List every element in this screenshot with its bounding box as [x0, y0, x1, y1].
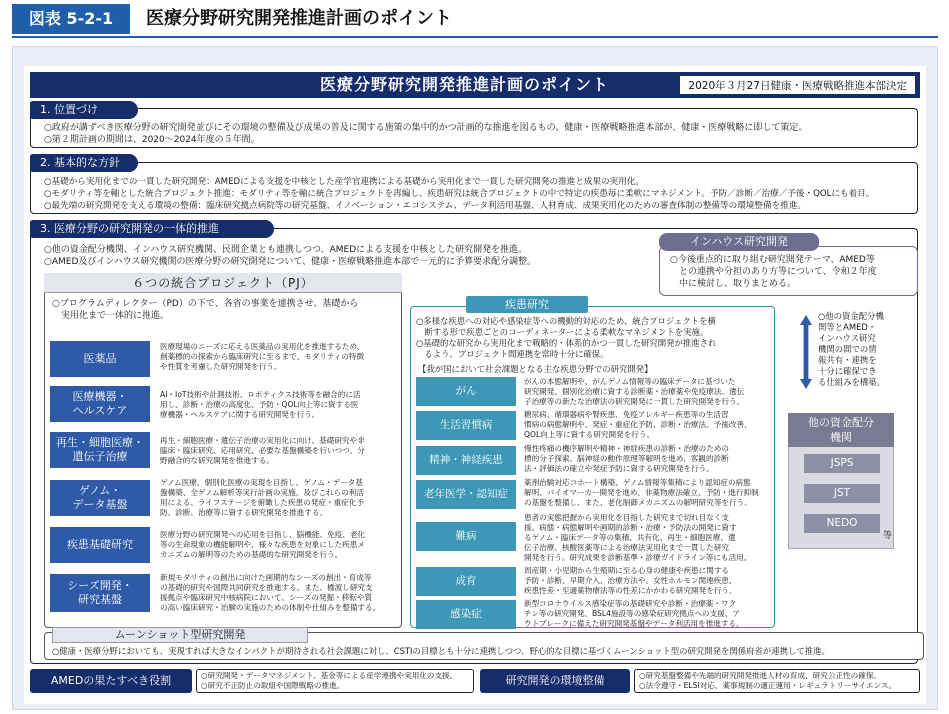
project-label: 疾患基礎研究 [67, 538, 133, 551]
project-medical-device [50, 386, 150, 422]
desc-line: 慣病の病態解明や、発症・重症化予防、診断・治療法、予後改善、 [524, 420, 752, 429]
section-policy-line-2: ○モダリティ等を軸とした統合プロジェクト推進：モダリティ等を軸に統合プロジェクトを再編し、疾患研究は統合プロジェクトの中で特定の疾患毎に柔軟にマネジメント。予防／診断／治療／予後・QOLにも着目。 [44, 189, 875, 199]
disease-desc [524, 377, 744, 407]
desc-line: 解明、バイオマーカー開発を進め、非薬物療法確立、予防・進行抑制 [524, 488, 759, 497]
figure-title: 医療分野研究開発推進計画のポイント [146, 8, 452, 29]
amed-role-title: AMEDの果たすべき役割 [30, 669, 192, 693]
linkage-line: ○他の資金配分機 [818, 311, 884, 321]
desc-line: の高い臨床研究・治験の実施のための体制や仕組みを整備する。 [160, 603, 381, 612]
project-label: ヘルスケア [72, 404, 128, 417]
desc-line: 予防・診断、早期介入、治療方法や、女性ホルモン関連疾患、 [524, 576, 737, 585]
desc-line: AI・IoT技術や計測技術、ロボティクス技術等を融合的に活 [160, 390, 361, 399]
linkage-line: 関等とAMED・ [818, 322, 877, 332]
disease-intro [416, 316, 716, 360]
section-position-tag: 1. 位置づけ [30, 101, 138, 119]
section-policy-tag: 2. 基本的な方針 [30, 154, 138, 172]
project-genome [50, 480, 150, 516]
main-title-bar [30, 72, 920, 98]
desc-line: 伝子治療、核酸医薬等による治療法実用化まで一貫した研究 [524, 543, 730, 552]
linkage-line: 十分に確保でき [818, 366, 877, 376]
desc-line: 盤構築、全ゲノム解析等実行計画の実施、及びこれらの利活 [160, 488, 364, 497]
project-desc [160, 478, 364, 518]
project-seeds [50, 574, 150, 612]
environment-title: 研究開発の環境整備 [480, 669, 630, 693]
agency-jst: JST [804, 484, 880, 503]
disease-desc [524, 410, 752, 440]
desc-line: 野融合的な研究開発を推進する。 [160, 456, 274, 465]
environment-line: ○研究基盤整備や先端的研究開発推進人材の育成、研究公正性の確保。 [639, 671, 882, 680]
project-label: シーズ開発・ [67, 579, 133, 592]
section-position-line-2: ○第２期計画の期間は、2020〜2024年度の５年間。 [44, 135, 260, 145]
project-label: 医薬品 [83, 352, 117, 365]
intro-line: るよう、プロジェクト間連携を常時十分に確保。 [416, 349, 609, 359]
linkage-line: る仕組みを構築。 [818, 377, 885, 387]
linkage-line: 機関の間での情 [818, 344, 877, 354]
amed-role-line: ○研究不正防止の取組や国際戦略の推進。 [201, 681, 345, 690]
desc-line: チン等の研究開発、BSL4施設等の感染症研究拠点への支援、ア [524, 609, 741, 618]
environment-desc [634, 669, 920, 693]
desc-line: 医療分野の研究開発への応用を目指し、脳機能、免疫、老化 [160, 530, 366, 539]
linkage-line: 報共有・連携を [818, 355, 877, 365]
desc-line: 臨床・臨床研究、応用研究、必要な基盤構築を行いつつ、分 [160, 446, 365, 455]
desc-line: ウトブレークに備えた研究開発基盤やデータ利活用を推進する。 [524, 619, 744, 628]
disease-desc [524, 566, 737, 596]
section-policy-line-3: ○最先端の研究開発を支える環境の整備：臨床研究拠点病院等の研究基盤、イノベーション・エコシステム、データ利活用基盤、人材育成、成果実用化のための審査体制の整備等の環境整備を推進。 [44, 201, 806, 211]
disease-subheader: 【我が国において社会課題となる主な疾患分野での研究開発】 [418, 364, 653, 374]
desc-line: QOL向上等に資する研究開発を行う。 [524, 430, 655, 439]
desc-line: 新規モダリティの創出に向けた画期的なシーズの創出・育成等 [160, 573, 372, 582]
desc-line: 等の生命現象の機能解明や、様々な疾患を対象にした疾患メ [160, 540, 365, 549]
disease-intractable: 難病 [416, 522, 516, 551]
agency-jsps: JSPS [804, 454, 880, 473]
desc-line: 法・評価法の確立や発症予防に資する研究開発を行う。 [524, 464, 714, 473]
double-arrow-icon [800, 315, 812, 389]
linkage-note [818, 311, 885, 388]
section-position-line-1: ○政府が講ずべき医療分野の研究開発並びにその環境の整備及び成果の普及に関する施策の集中的かつ計画的な推進を図るもの。健康・医療戦略推進本部が、健康・医療戦略に即して策定。 [44, 123, 808, 133]
disease-infectious: 感染症 [416, 600, 516, 629]
desc-line: 研究開発、個別化治療に資する診断薬・治療薬や免疫療法、遺伝 [524, 387, 745, 396]
funding-title-line: 機関 [830, 431, 852, 444]
desc-line: の基礎的研究や国際共同研究を推進する。また、橋渡し研究支 [160, 583, 373, 592]
project-label: 研究基盤 [77, 593, 122, 606]
agency-nedo: NEDO [804, 514, 880, 533]
desc-line: 援。病態・病態解明や画期的診断・治療・予防法の開発に資す [524, 523, 737, 532]
figure-header [0, 0, 949, 38]
project-label: ゲノム・ [78, 484, 122, 497]
intro-line: ○基礎的な研究から実用化まで戦略的・体系的かつ一貫した研究開発が推進され [416, 338, 717, 348]
desc-line: がんの本態解明や、がんゲノム情報等の臨床データに基づいた [524, 377, 736, 386]
section-integrated-tag: 3. 医療分野の研究開発の一体的推進 [30, 220, 274, 238]
section-integrated-line-1: ○他の資金配分機関、インハウス研究機関、民間企業とも連携しつつ、AMEDによる支援を中核とした研究開発を推進。 [44, 245, 528, 255]
desc-line: 慢性疼痛の機序解明や精神・神経疾患の診断・治療のための [524, 444, 730, 453]
amed-role-desc [196, 669, 474, 693]
linkage-line: インハウス研究 [818, 333, 876, 343]
funding-title-line: 他の資金配分 [808, 416, 874, 429]
disease-desc [524, 513, 751, 563]
desc-line: 援拠点や臨床研究中核病院において、シーズの発掘・移転や質 [160, 593, 373, 602]
disease-desc [524, 599, 744, 629]
project-desc [160, 390, 361, 420]
desc-line: 薬剤治験対応コホート構築、ゲノム情報等集積により認知症の病態 [524, 478, 751, 487]
moonshot-title: ムーンショット型研究開発 [52, 627, 308, 643]
project-desc [160, 573, 380, 613]
desc-line: 療機器・ヘルスケアに関する研究開発を行う。 [160, 410, 320, 419]
project-label: データ基盤 [72, 498, 128, 511]
project-regenerative [50, 432, 150, 468]
inhouse-title: インハウス研究開発 [659, 233, 819, 251]
inhouse-line-1: ○今後重点的に取り組む研究開発テーマ、AMED等 [670, 255, 875, 265]
project-label: 医療機器・ [72, 390, 128, 403]
section-integrated-line-2: ○AMED及びインハウス研究機関の医療分野の研究開発について、健康・医療戦略推進本部で一元的に予算要求配分調整。 [44, 257, 537, 267]
desc-line: や性質を考慮した研究開発を行う。 [160, 362, 282, 371]
disease-cancer: がん [416, 377, 516, 406]
desc-line: 標的分子探索、脳神経の動作原理等解明を進め、客観的診断 [524, 454, 729, 463]
project-desc [160, 436, 365, 466]
disease-mental-neuro: 精神・神経疾患 [416, 446, 516, 475]
desc-line: 創薬標的の探索から臨床研究に至るまで、モダリティの特徴 [160, 352, 365, 361]
desc-line: 患者の実態把握から実用化を目指した研究まで切れ目なく支 [524, 513, 730, 522]
projects-intro-line-2: 実用化まで一体的に推進。 [52, 311, 170, 321]
moonshot-text: ○健康・医療分野においても、実現すれば大きなインパクトが期待される社会課題に対し、CSTIの目標とも十分に連携しつつ、野心的な目標に基づくムーンショット型の研究開発を関係府省が連携して推進。 [52, 646, 830, 656]
desc-line: の基盤を整備し、また、老化制御メカニズムの解明研究等を行う。 [524, 498, 752, 507]
desc-line: ゲノム医療、個別化医療の実現を目指し、ゲノム・データ基 [160, 478, 363, 487]
desc-line: 子治療等の新たな治療法の研究開発に一貫した研究開発を行う。 [524, 397, 745, 406]
section-policy-line-1: ○基礎から実用化までの一貫した研究開発：AMEDによる支援を中核とした産学官連携による基礎から実用化まで一貫した研究開発の推進と成果の実用化。 [44, 177, 645, 187]
desc-line: 用し、診断・治療の高度化、予防・QOL向上等に資する医 [160, 400, 359, 409]
disease-desc [524, 478, 759, 508]
intro-line: 断する形で疾患ごとのコーディネーターによる柔軟なマネジメントを実施。 [416, 327, 709, 337]
projects-intro-line-1: ○プログラムディレクター（PD）の下で、各省の事業を連携させ、基礎から [52, 299, 359, 309]
decision-date: 2020年３月27日健康・医療戦略推進本部決定 [679, 75, 916, 95]
inhouse-line-3: 中に検討し、取りまとめる。 [670, 279, 797, 289]
project-basic-research [50, 527, 150, 563]
project-label: 再生・細胞医療・ [56, 436, 144, 449]
desc-line: 防、診断、治療等に資する研究開発を推進する。 [160, 508, 328, 517]
project-desc [160, 530, 365, 560]
project-desc [160, 342, 364, 372]
desc-line: カニズムの解明等のための基礎的な研究開発を行う。 [160, 550, 343, 559]
disease-geriatric-dementia: 老年医学・認知症 [416, 480, 516, 509]
desc-line: るゲノム・臨床データ等の集積、共有化、再生・細胞医療、遺 [524, 533, 736, 542]
project-pharma [50, 341, 150, 377]
desc-line: 新型コロナウイルス感染症等の基礎研究や診断・治療薬・ワク [524, 599, 737, 608]
figure-number: 図表 5-2-1 [12, 4, 130, 34]
desc-line: 周産期・小児期から生殖期に至る心身の健康や疾患に関する [524, 566, 730, 575]
desc-line: 疾患性差・至適薬物療法等の性差にかかわる研究開発を行う。 [524, 586, 737, 595]
desc-line: 開発を行う。研究成果を診断基準・診療ガイドライン等にも活用。 [524, 553, 752, 562]
desc-line: 用による、ライフステージを俯瞰した疾患の発症・重症化予 [160, 498, 364, 507]
project-label: 遺伝子治療 [72, 450, 128, 463]
amed-role-line: ○研究開発・データマネジメント、基金等による産学連携や実用化の支援。 [201, 671, 458, 680]
disease-research-title: 疾患研究 [466, 296, 588, 313]
integrated-projects-title: ６つの統合プロジェクト（PJ） [44, 273, 402, 293]
main-title: 医療分野研究開発推進計画のポイント [320, 75, 610, 94]
header-rule [12, 36, 938, 38]
desc-line: 糖尿病、循環器病や腎疾患、免疫アレルギー疾患等の生活習 [524, 410, 729, 419]
desc-line: 再生・細胞医療・遺伝子治療の実用化に向け、基礎研究や非 [160, 436, 365, 445]
environment-line: ○法令遵守・ELSI対応、薬事規制の適正運用・レギュラトリーサイエンス。 [639, 681, 897, 690]
intro-line: ○多様な疾患への対応や感染症等への機動的対応のため、統合プロジェクトを横 [416, 316, 716, 326]
disease-desc [524, 444, 729, 474]
disease-child-development: 成育 [416, 567, 516, 596]
funding-agencies-title [788, 413, 894, 447]
agency-etc: 等 [883, 531, 893, 541]
inhouse-line-2: との連携や分担のあり方等について、令和２年度 [670, 267, 877, 277]
disease-lifestyle: 生活習慣病 [416, 411, 516, 440]
desc-line: 医療現場のニーズに応える医薬品の実用化を推進するため、 [160, 342, 365, 351]
